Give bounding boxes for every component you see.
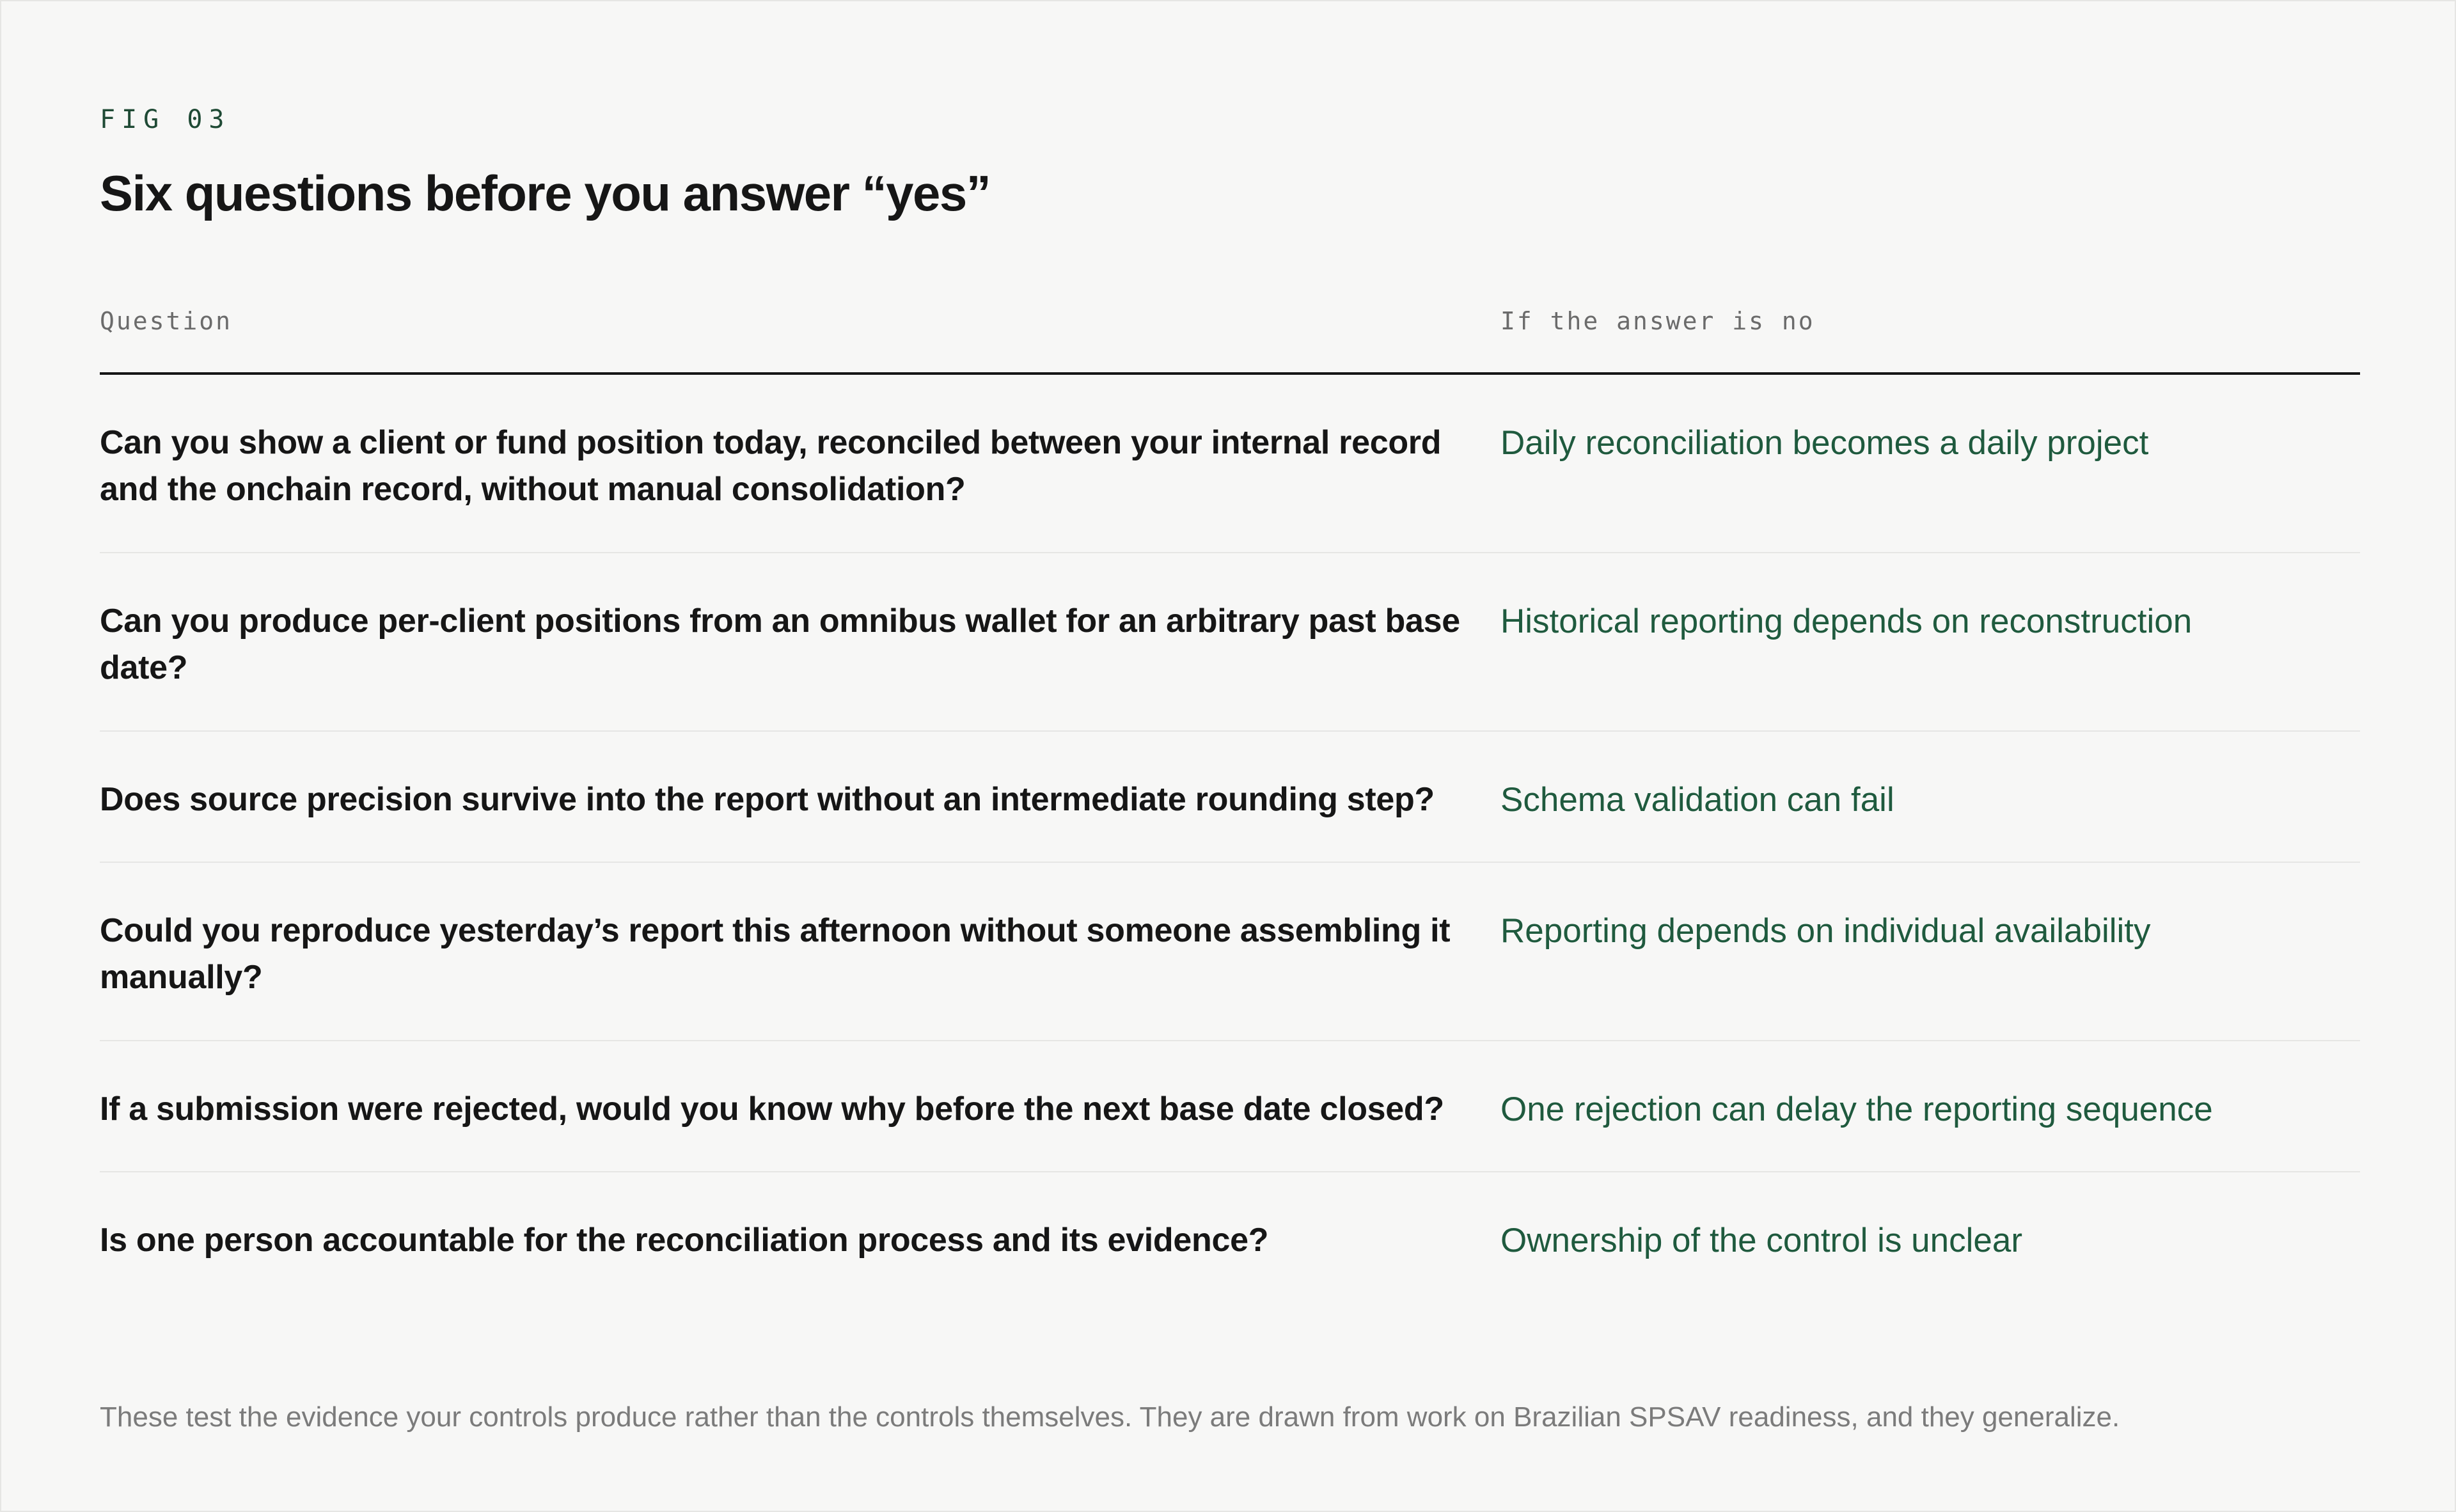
table-row bbox=[100, 375, 2360, 553]
question-text: If a submission were rejected, would you know why before the next base date closed? bbox=[100, 1091, 1444, 1128]
consequence-text: Daily reconciliation becomes a daily project bbox=[1500, 424, 2149, 462]
table-row bbox=[100, 1041, 2360, 1172]
table-row bbox=[100, 553, 2360, 732]
question-text: Could you reproduce yesterday’s report this afternoon without someone assembling it manually? bbox=[100, 912, 1451, 996]
question-text: Is one person accountable for the reconciliation process and its evidence? bbox=[100, 1222, 1269, 1259]
question-text: Can you produce per-client positions from an omnibus wallet for an arbitrary past base date? bbox=[100, 602, 1460, 686]
table-header bbox=[100, 289, 2360, 375]
consequence-text: Historical reporting depends on reconstruction bbox=[1500, 602, 2192, 640]
footnote: These test the evidence your controls produce rather than the controls themselves. They are drawn from work on Brazilian SPSAV readiness, and they generalize. bbox=[100, 1401, 2120, 1433]
figure-title: Six questions before you answer “yes” bbox=[100, 165, 991, 221]
table-row bbox=[100, 732, 2360, 863]
consequence-text: One rejection can delay the reporting sequence bbox=[1500, 1091, 2213, 1128]
column-header-question: Question bbox=[100, 307, 233, 335]
consequence-text: Ownership of the control is unclear bbox=[1500, 1222, 2023, 1259]
question-text: Does source precision survive into the report without an intermediate rounding step? bbox=[100, 781, 1435, 818]
consequence-text: Reporting depends on individual availability bbox=[1500, 912, 2151, 950]
table-row bbox=[100, 1172, 2360, 1303]
questions-table bbox=[100, 289, 2360, 1303]
column-header-consequence: If the answer is no bbox=[1500, 307, 1815, 335]
table-row bbox=[100, 863, 2360, 1041]
question-text: Can you show a client or fund position today, reconciled between your internal record and the onchain record, without manual consolidation? bbox=[100, 424, 1442, 508]
figure-label: FIG 03 bbox=[100, 105, 231, 134]
consequence-text: Schema validation can fail bbox=[1500, 781, 1894, 819]
